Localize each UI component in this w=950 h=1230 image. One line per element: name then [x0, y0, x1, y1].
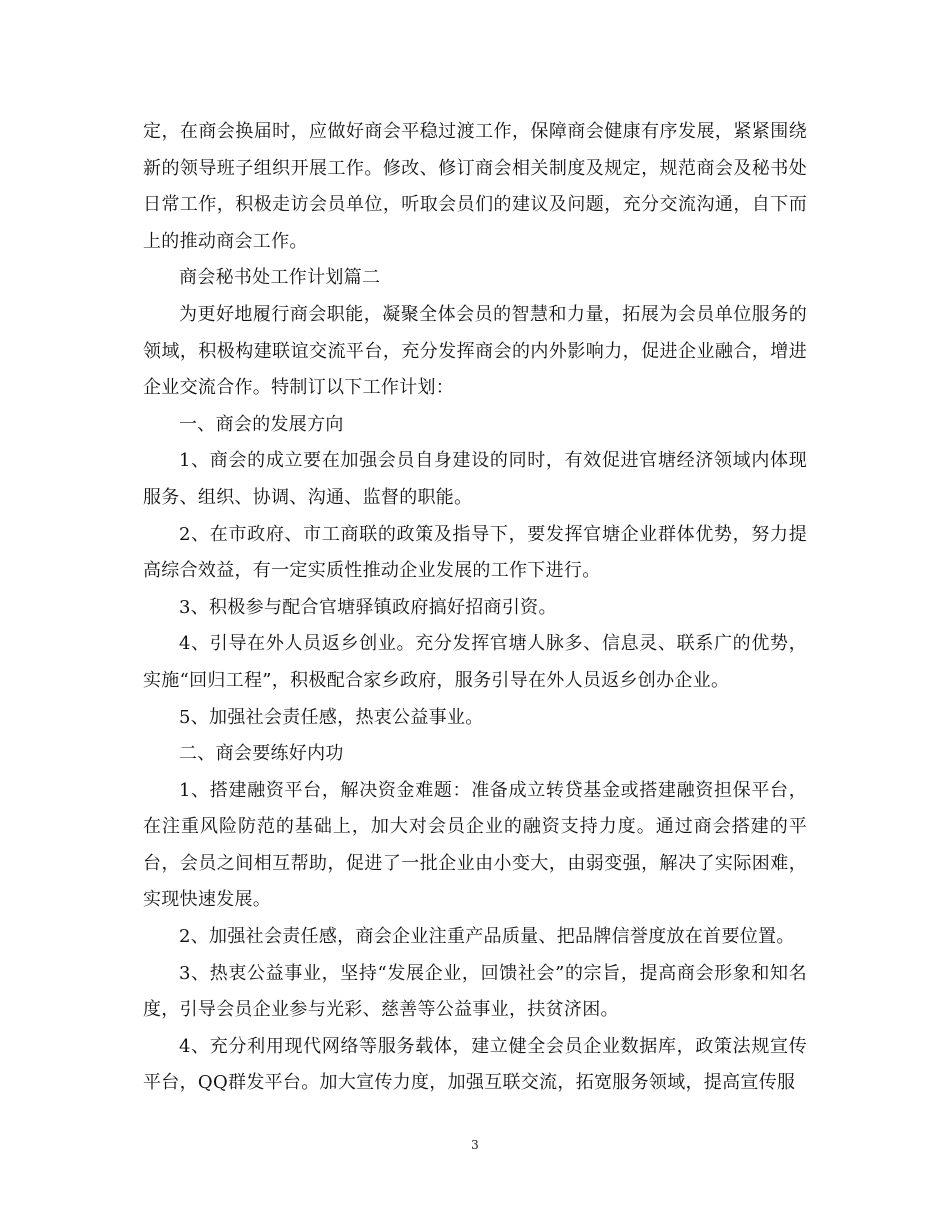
document-body	[143, 114, 807, 1102]
paragraph-1: 定，在商会换届时，应做好商会平稳过渡工作，保障商会健康有序发展，紧紧围绕新的领导班子组织开展工作。修改、修订商会相关制度及规定，规范商会及秘书处日常工作，积极走访会员单位，听取会员们的建议及问题，充分交流沟通，自下而上的推动商会工作。	[143, 121, 807, 252]
heading-internal-skills: 二、商会要练好内功	[179, 743, 344, 765]
page-number: 3	[471, 1138, 479, 1152]
list-item-direction-1: 1、商会的成立要在加强会员自身建设的同时，有效促进官塘经济领域内体现服务、组织、协调、沟通、监督的职能。	[143, 450, 807, 508]
list-item-skills-1: 1、搭建融资平台，解决资金难题：准备成立转贷基金或搭建融资担保平台，在注重风险防范的基础上，加大对会员企业的融资支持力度。通过商会搭建的平台，会员之间相互帮助，促进了一批企业由小变大，由弱变强，解决了实际困难，实现快速发展。	[143, 779, 807, 911]
list-item-direction-4: 4、引导在外人员返乡创业。充分发挥官塘人脉多、信息灵、联系广的优势，实施“回归工程”，积极配合家乡政府，服务引导在外人员返乡创办企业。	[143, 633, 807, 691]
list-item-direction-2: 2、在市政府、市工商联的政策及指导下，要发挥官塘企业群体优势，努力提高综合效益，有一定实质性推动企业发展的工作下进行。	[143, 523, 807, 582]
list-item-direction-5: 5、加强社会责任感，热衷公益事业。	[179, 706, 484, 728]
list-item-skills-2: 2、加强社会责任感，商会企业注重产品质量、把品牌信誉度放在首要位置。	[179, 926, 795, 948]
paragraph-intro: 为更好地履行商会职能，凝聚全体会员的智慧和力量，拓展为会员单位服务的领域，积极构建联谊交流平台，充分发挥商会的内外影响力，促进企业融合，增进企业交流合作。特制订以下工作计划：	[143, 303, 807, 399]
list-item-direction-3: 3、积极参与配合官塘驿镇政府搞好招商引资。	[179, 596, 557, 618]
list-item-skills-4: 4、充分利用现代网络等服务载体，建立健全会员企业数据库，政策法规宣传平台，QQ群发平台。加大宣传力度，加强互联交流，拓宽服务领域，提高宣传服	[143, 1035, 807, 1094]
list-item-skills-3: 3、热衷公益事业，坚持“发展企业，回馈社会”的宗旨，提高商会形象和知名度，引导会员企业参与光彩、慈善等公益事业，扶贫济困。	[143, 962, 807, 1021]
heading-development-direction: 一、商会的发展方向	[179, 413, 344, 435]
section-title-part-two: 商会秘书处工作计划篇二	[179, 267, 381, 289]
